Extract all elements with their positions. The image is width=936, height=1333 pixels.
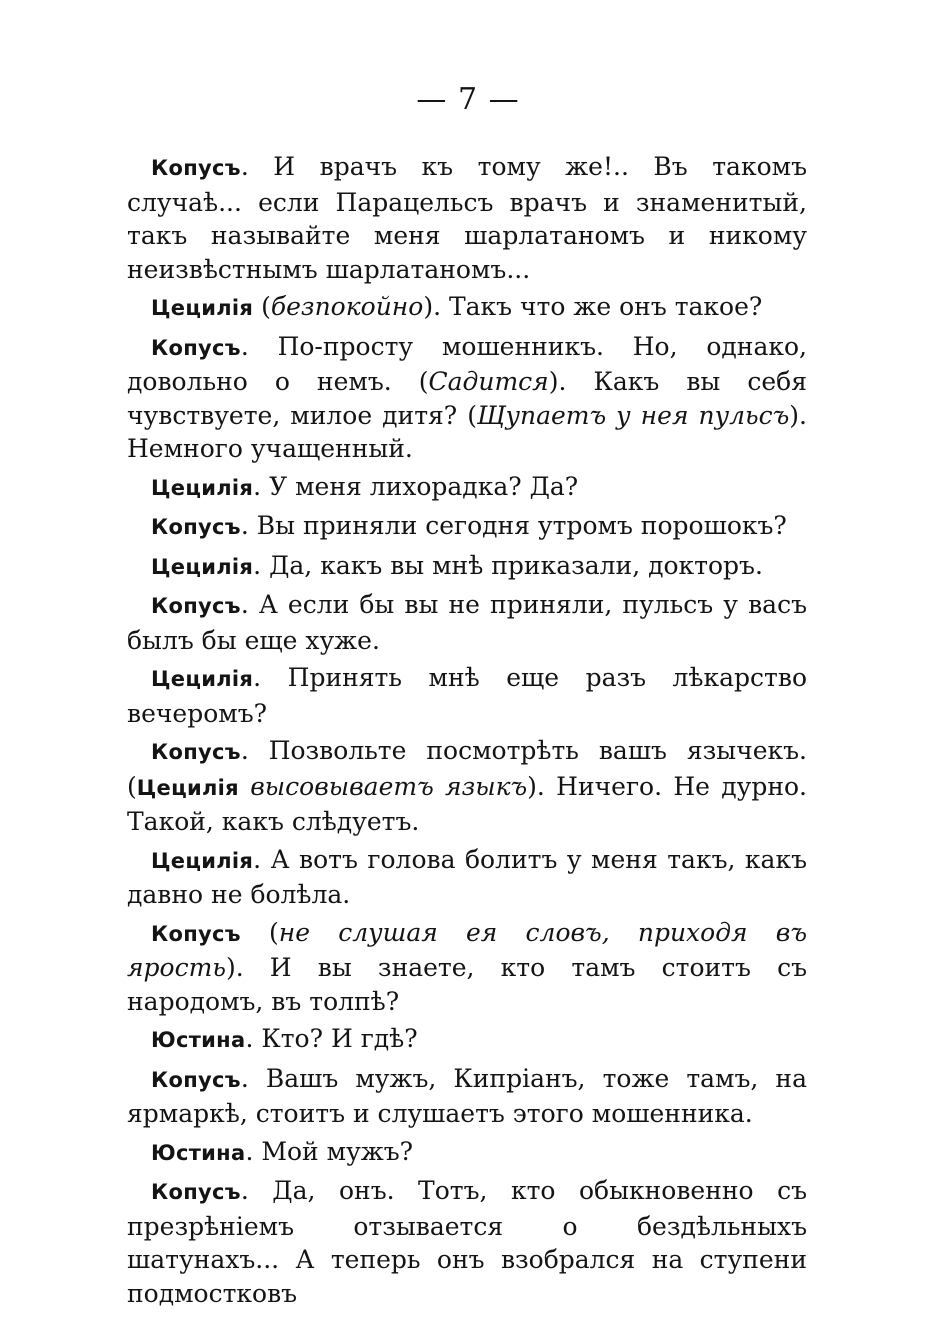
speaker-name: Цецилія xyxy=(151,848,254,873)
dialogue-paragraph xyxy=(127,843,807,912)
dialogue-text: . Позвольте посмотрѣть вашъ язычекъ. ( xyxy=(127,736,807,801)
dialogue-text: ). Немного учащенный. xyxy=(127,400,807,463)
dialogue-paragraph xyxy=(127,150,807,286)
speaker-name: Копусъ xyxy=(151,1067,241,1092)
dialogue-text: ). И вы знаете, кто тамъ стоитъ съ народомъ, въ толпѣ? xyxy=(127,953,807,1016)
speaker-name: Юстина xyxy=(151,1028,246,1052)
dialogue-text xyxy=(239,772,250,801)
speaker-name: Цецилія xyxy=(151,667,254,691)
speaker-name: Копусъ xyxy=(151,740,241,764)
dialogue-text: . А вотъ голова болитъ у меня такъ, какъ давно не болѣла. xyxy=(127,844,807,909)
dialogue-paragraph xyxy=(127,1022,807,1058)
stage-direction: безпокойно xyxy=(270,292,424,321)
dialogue-paragraph xyxy=(127,330,807,466)
dialogue-text: . Кто? И гдѣ? xyxy=(245,1024,418,1053)
text-column xyxy=(127,150,807,1314)
dialogue-paragraph xyxy=(127,734,807,839)
dialogue-paragraph xyxy=(127,661,807,730)
dialogue-text: . И врачъ къ тому же!.. Въ такомъ случаѣ... если Парацельсъ врачъ и знаменитый, такъ называйте меня шарлатаномъ и никому неизвѣстнымъ шарлатаномъ... xyxy=(127,152,807,284)
speaker-name: Копусъ xyxy=(151,156,241,180)
dialogue-paragraph xyxy=(127,588,807,657)
speaker-name: Цецилія xyxy=(151,554,254,579)
dialogue-text: . У меня лихорадка? Да? xyxy=(253,471,579,501)
dialogue-paragraph xyxy=(127,1174,807,1310)
speaker-name: Цецилія xyxy=(136,775,239,800)
stage-direction: не слушая ея словъ, приходя въ ярость xyxy=(127,917,807,982)
speaker-name: Цецилія xyxy=(151,296,254,320)
dialogue-paragraph xyxy=(127,1062,807,1131)
dialogue-text: ( xyxy=(253,292,271,321)
stage-direction: Садится xyxy=(428,367,549,396)
page-number: — 7 — xyxy=(416,82,520,117)
speaker-name: Копусъ xyxy=(151,1180,241,1204)
dialogue-text: ). Какъ вы себя чувствуете, милое дитя? ( xyxy=(127,367,807,430)
dialogue-paragraph xyxy=(127,916,807,1019)
speaker-name: Юстина xyxy=(151,1140,246,1165)
dialogue-paragraph xyxy=(127,509,807,545)
dialogue-text: . Мой мужъ? xyxy=(245,1136,414,1166)
speaker-name: Копусъ xyxy=(151,921,241,946)
speaker-name: Копусъ xyxy=(151,335,241,360)
speaker-name: Копусъ xyxy=(151,515,241,539)
dialogue-text: ). Такъ что же онъ такое? xyxy=(423,292,763,321)
dialogue-text: . Да, онъ. Тотъ, кто обыкновенно съ презрѣніемъ отзывается о бездѣльныхъ шатунахъ... А теперь онъ взобрался на ступени подмостковъ xyxy=(127,1176,807,1308)
dialogue-text: ). Ничего. Не дурно. Такой, какъ слѣдуетъ. xyxy=(127,771,807,836)
dialogue-text: . Да, какъ вы мнѣ приказали, докторъ. xyxy=(253,550,763,580)
dialogue-text: . Принять мнѣ еще разъ лѣкарство вечеромъ? xyxy=(127,663,807,728)
stage-direction: высовываетъ языкъ xyxy=(250,771,528,801)
dialogue-text: . А если бы вы не приняли, пульсъ у васъ былъ бы еще хуже. xyxy=(127,590,807,655)
dialogue-paragraph xyxy=(127,290,807,326)
dialogue-paragraph xyxy=(127,1135,807,1171)
dialogue-text: ( xyxy=(240,917,279,947)
dialogue-text: . По-просту мошенникъ. Но, однако, довольно о немъ. ( xyxy=(127,331,807,396)
dialogue-paragraph xyxy=(127,549,807,585)
stage-direction: Щупаетъ у нея пульсъ xyxy=(476,400,790,430)
dialogue-text: . Вы приняли сегодня утромъ порошокъ? xyxy=(240,511,787,540)
dialogue-text: . Вашъ мужъ, Кипріанъ, тоже тамъ, на ярмаркѣ, стоитъ и слушаетъ этого мошенника. xyxy=(127,1063,807,1128)
dialogue-paragraph xyxy=(127,470,807,506)
speaker-name: Цецилія xyxy=(151,475,254,500)
speaker-name: Копусъ xyxy=(151,594,241,618)
